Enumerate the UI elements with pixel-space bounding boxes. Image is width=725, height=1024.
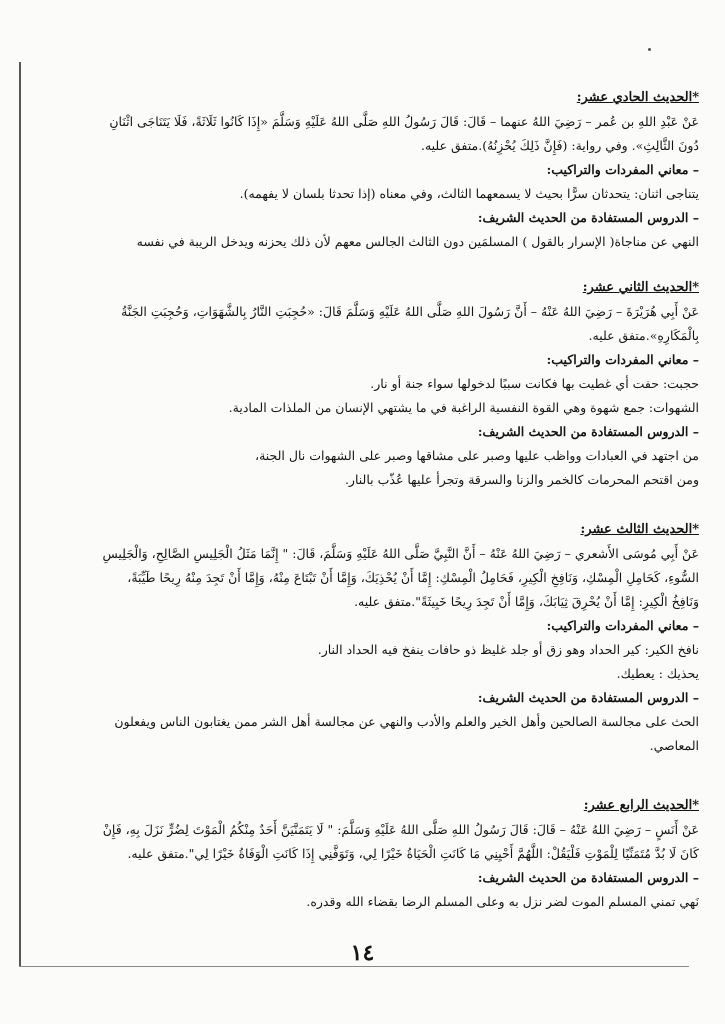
hadith-13-text-line-1: عَنْ أَبِي مُوسَى الأَشعري – رَضِيَ اللهُ عَنْهُ – أَنَّ النَّبِيَّ صَلَّى اللهُ عَلَيْهِ وَسَلَّمَ، قَالَ: " إِنَّمَا مَثَلُ الْجَلِيسِ الصَّالِحِ، وَالْجَلِيسِ [102, 546, 699, 561]
scan-speck [648, 48, 651, 51]
hadith-11-section [40, 86, 699, 254]
hadith-14-lessons-heading: – الدروس المستفادة من الحديث الشريف: [477, 870, 699, 885]
hadith-12-lesson-line-2: ومن اقتحم المحرمات كالخمر والزنا والسرقة وتجرأ عليها عُذّب بالنار. [344, 472, 699, 487]
hadith-13-vocab-line-2: يحذيك : يعطيك. [616, 666, 699, 681]
hadith-14-section [40, 794, 699, 914]
page-number: ١٤ [350, 940, 375, 966]
hadith-12-vocab-heading: – معاني المفردات والتراكيب: [546, 352, 699, 367]
hadith-13-section [40, 518, 699, 758]
hadith-11-text-line-1: عَنْ عَبْدِ اللهِ بن عُمر – رَضِيَ اللهُ عنهما – قَالَ: قَالَ رَسُولُ اللهِ صَلَّى اللهُ عَلَيْهِ وَسَلَّمَ «إِذَا كَانُوا ثَلَاثَةً، فَلَا يَتَنَاجَى اثْنَانِ [109, 114, 699, 129]
hadith-14-lesson-line: نَهي تمني المسلم الموت لضر نزل به وعلى المسلم الرضا بقضاء الله وقدره. [306, 894, 699, 909]
hadith-14-text-line-2: كَانَ لَا بُدَّ مُتَمَنِّيًا لِلْمَوْتِ فَلْيَقُلْ: اللَّهُمَّ أَحْيِنِي مَا كَانَتِ الْحَيَاةُ خَيْرًا لِي، وَتَوَفَّنِي إِذَا كَانَتِ الْوَفَاةُ خَيْرًا لِي".متفق عليه. [127, 846, 699, 861]
page-border-left [19, 62, 21, 967]
hadith-11-title: *الحديث الحادي عشر: [576, 90, 699, 105]
hadith-12-vocab-line-2: الشهوات: جمع شهوة وهي القوة النفسية الراغبة في ما يشتهي الإنسان من الملذات المادية. [228, 400, 699, 415]
hadith-12-title: *الحديث الثاني عشر: [582, 280, 699, 295]
page-border-bottom [19, 966, 689, 967]
hadith-13-vocab-line-1: نافخ الكير: كير الحداد وهو زق أو جلد غليظ ذو حافات ينفخ فيه الحداد النار. [317, 642, 699, 657]
hadith-14-title: *الحديث الرابع عشر: [583, 798, 699, 813]
hadith-11-vocab-heading: – معاني المفردات والتراكيب: [546, 162, 699, 177]
hadith-13-vocab-heading: – معاني المفردات والتراكيب: [546, 618, 699, 633]
hadith-12-text-line-1: عَنْ أَبِي هُرَيْرَةَ – رَضِيَ اللهُ عَنْهُ – أَنَّ رَسُولَ اللهِ صَلَّى اللهُ عَلَيْهِ وَسَلَّمَ قَالَ: «حُجِبَتِ النَّارُ بِالشَّهَوَاتِ، وَحُجِبَتِ الجَنَّةُ [121, 304, 699, 319]
hadith-12-section [40, 276, 699, 492]
hadith-12-text-line-2: بِالْمَكَارِهِ».متفق عليه. [588, 328, 699, 343]
hadith-12-lesson-line-1: من اجتهد في العبادات وواظب عليها وصبر على مشاقها وصبر على الشهوات نال الجنة، [255, 448, 699, 463]
hadith-13-text-line-3: وَنَافِخُ الْكِيرِ: إِمَّا أَنْ يُحْرِقَ ثِيَابَكَ، وَإِمَّا أَنْ تَجِدَ رِيحًا خَبِيثَةً".متفق عليه. [354, 594, 699, 609]
hadith-11-lessons-heading: – الدروس المستفادة من الحديث الشريف: [477, 210, 699, 225]
hadith-13-title: *الحديث الثالث عشر: [580, 522, 699, 537]
hadith-11-lesson-line: النهي عن مناجاة( الإسرار بالقول ) المسلمَين دون الثالث الجالس معهم لأن ذلك يحزنه ويدخل الريبة في نفسه [136, 234, 699, 249]
hadith-11-vocab-line: يتناجى اثنان: يتحدثان سرًّا بحيث لا يسمعهما الثالث، وفي معناه (إذا تحدثا بلسان لا يفهمه). [239, 186, 699, 201]
hadith-11-text-line-2: دُونَ الثَّالِثِ». وفي رواية: (فَإِنَّ ذَلِكَ يُحْزِنُهُ).متفق عليه. [420, 138, 699, 153]
hadith-14-text-line-1: عَنْ أَنَسٍ – رَضِيَ اللهُ عَنْهُ – قَالَ: قَالَ رَسُولُ اللهِ صَلَّى اللهُ عَلَيْهِ وَسَلَّمَ: " لَا يَتَمَنَّيَنَّ أَحَدٌ مِنْكُمُ الْمَوْتَ لِضُرٍّ نَزَلَ بِهِ، فَإِنْ [102, 822, 699, 837]
hadith-12-lessons-heading: – الدروس المستفادة من الحديث الشريف: [477, 424, 699, 439]
hadith-13-lesson-line-1: الحث على مجالسة الصالحين وأهل الخير والعلم والأدب والنهي عن مجالسة أهل الشر ممن يغتابون الناس ويفعلون [114, 714, 699, 729]
hadith-13-text-line-2: السُّوءِ، كَحَامِلِ الْمِسْكِ، وَنَافِخِ الْكِيرِ، فَحَامِلُ الْمِسْكِ: إِمَّا أَنْ يُحْذِيَكَ، وَإِمَّا أَنْ تَبْتَاعَ مِنْهُ، وَإِمَّا أَنْ تَجِدَ مِنْهُ رِيحًا طَيِّبَةً، [127, 570, 699, 585]
hadith-13-lesson-line-2: المعاصي. [649, 738, 699, 753]
hadith-13-lessons-heading: – الدروس المستفادة من الحديث الشريف: [477, 690, 699, 705]
hadith-12-vocab-line-1: حجبت: حفت أي غطيت بها فكانت سببًا لدخولها سواء جنة أو نار. [370, 376, 699, 391]
